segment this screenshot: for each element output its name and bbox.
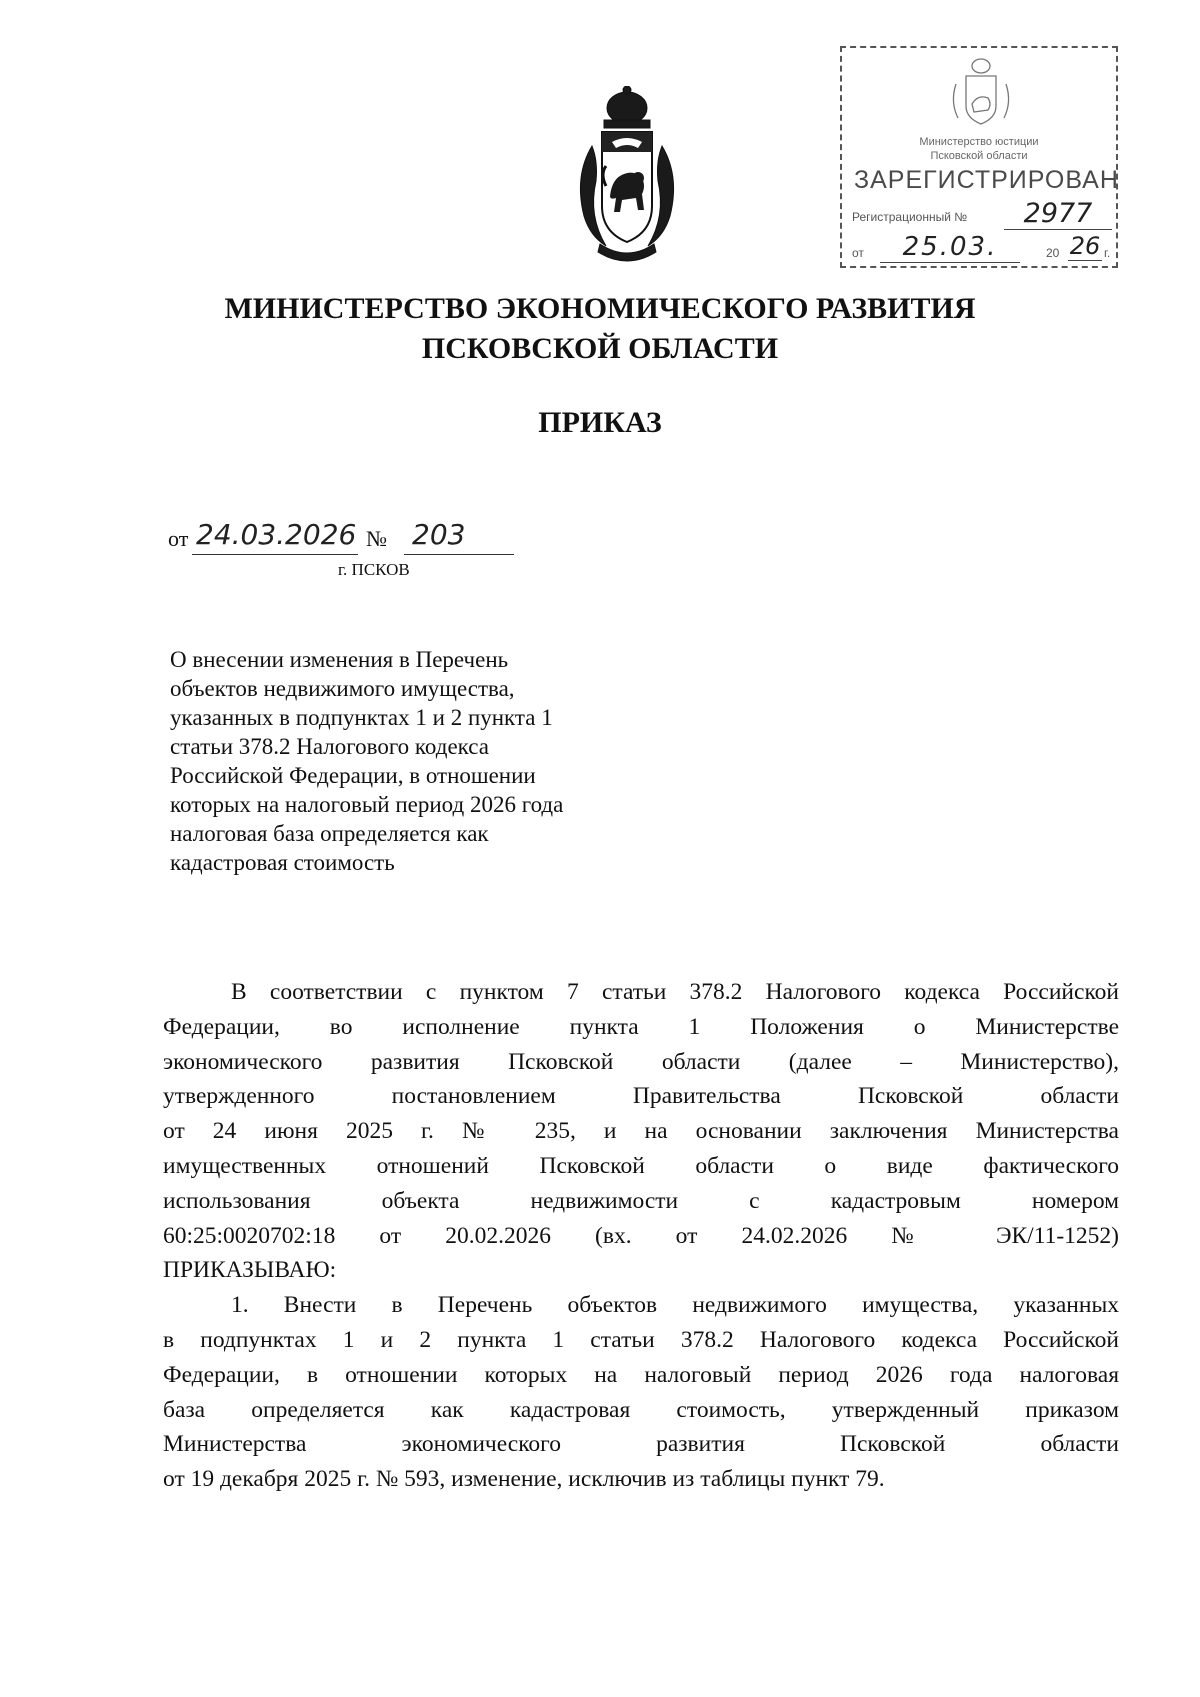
body-line: от 19 декабря 2025 г. № 593, изменение, исключив из таблицы пункт 79. — [163, 1466, 885, 1493]
body-line: использования объекта недвижимости с кадастровым номером — [163, 1187, 1119, 1214]
subject-line: которых на налоговый период 2026 года — [170, 792, 564, 817]
body-line: Федерации, в отношении которых на налоговый период 2026 года налоговая — [163, 1361, 1119, 1388]
subject-line: указанных в подпунктах 1 и 2 пункта 1 — [170, 705, 553, 730]
registration-stamp — [840, 46, 1118, 268]
document-type-title: ПРИКАЗ — [538, 406, 662, 439]
subject-line: налоговая база определяется как — [170, 821, 489, 846]
stamp-org-line-2: Псковской области — [930, 150, 1028, 162]
body-line: утвержденного постановлением Правительства Псковской области — [163, 1083, 1119, 1110]
order-subject — [170, 645, 690, 877]
body-line: имущественных отношений Псковской области о виде фактического — [163, 1152, 1119, 1179]
subject-line: О внесении изменения в Перечень — [170, 647, 509, 672]
subject-line: статьи 378.2 Налогового кодекса — [170, 734, 489, 759]
coat-of-arms-emblem — [572, 86, 682, 266]
body-line: В соответствии с пунктом 7 статьи 378.2 Налогового кодекса Российской — [231, 979, 1119, 1005]
stamp-reg-number: 2977 — [1004, 198, 1112, 230]
body-line: экономического развития Псковской области (далее – Министерство), — [163, 1048, 1119, 1075]
stamp-title: ЗАРЕГИСТРИРОВАН — [854, 166, 1119, 194]
stamp-year-suffix: г. — [1104, 246, 1111, 260]
body-line: база определяется как кадастровая стоимость, утвержденный приказом — [163, 1396, 1119, 1423]
date-underline — [192, 554, 358, 555]
body-line: в подпунктах 1 и 2 пункта 1 статьи 378.2 Налогового кодекса Российской — [163, 1326, 1119, 1353]
subject-line: Российской Федерации, в отношении — [170, 763, 536, 788]
order-number: 203 — [412, 518, 466, 551]
ministry-name-line-1: МИНИСТЕРСТВО ЭКОНОМИЧЕСКОГО РАЗВИТИЯ — [224, 292, 976, 325]
ministry-name-line-2: ПСКОВСКОЙ ОБЛАСТИ — [421, 332, 779, 365]
subject-line: объектов недвижимого имущества, — [170, 676, 515, 701]
body-line: 1. Внести в Перечень объектов недвижимого имущества, указанных — [231, 1292, 1119, 1319]
subject-line: кадастровая стоимость — [170, 850, 395, 875]
number-label: № — [366, 526, 387, 551]
stamp-year-prefix: 20 — [1046, 246, 1060, 260]
stamp-org-line-1: Министерство юстиции — [919, 136, 1039, 148]
body-line: Министерства экономического развития Псковской области — [163, 1431, 1119, 1458]
order-body — [163, 975, 1119, 1497]
stamp-emblem-icon — [948, 56, 1014, 128]
stamp-date: 25.03. — [880, 232, 1020, 263]
city-label: г. ПСКОВ — [338, 560, 410, 579]
body-line: ПРИКАЗЫВАЮ: — [163, 1257, 337, 1284]
stamp-year: 26 — [1069, 232, 1101, 260]
stamp-reg-label: Регистрационный № — [852, 210, 968, 224]
date-from-label: от — [168, 526, 189, 551]
stamp-from-label: от — [852, 246, 864, 260]
body-line: от 24 июня 2025 г. № 235, и на основании заключения Министерства — [163, 1118, 1119, 1145]
order-date: 24.03.2026 — [196, 518, 357, 551]
body-line: 60:25:0020702:18 от 20.02.2026 (вх. от 24.02.2026 № ЭК/11-1252) — [163, 1222, 1119, 1249]
body-line: Федерации, во исполнение пункта 1 Положения о Министерстве — [163, 1013, 1119, 1040]
number-underline — [404, 554, 514, 555]
